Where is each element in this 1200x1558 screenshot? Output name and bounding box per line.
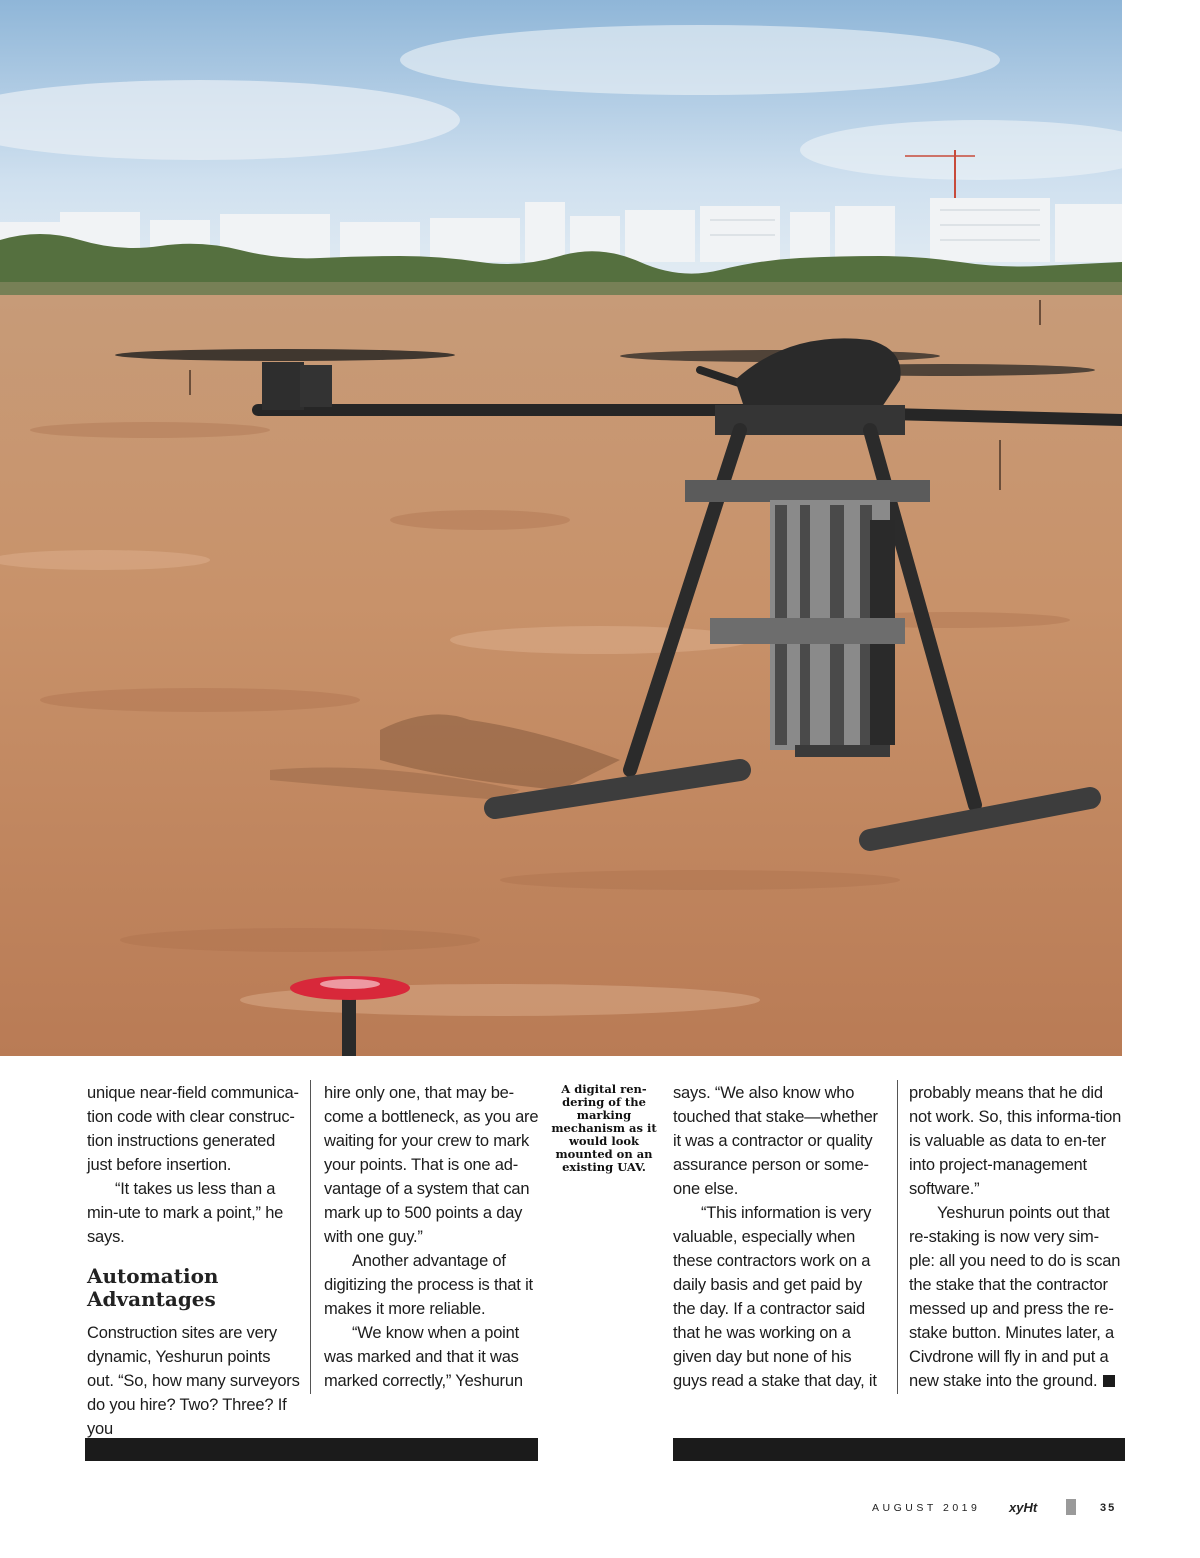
- footer-separator: [1066, 1499, 1076, 1515]
- decorative-bar: [673, 1438, 1125, 1461]
- paragraph: Another advantage of digitizing the process is that it makes it more reliable.: [324, 1252, 533, 1318]
- end-of-article-mark: [1103, 1375, 1115, 1387]
- section-heading: Automation Advantages: [87, 1264, 219, 1311]
- magazine-name: xyHt: [1009, 1500, 1038, 1515]
- paragraph: hire only one, that may be-come a bottleneck, as you are waiting for your crew to mark your points. That is one ad-vantage of a system that can mark up to 500 points a day with one guy.”: [324, 1084, 539, 1246]
- article-column-1: [87, 1081, 301, 1441]
- column-rule: [897, 1080, 898, 1394]
- paragraph: “We know when a point was marked and that it was marked correctly,” Yeshurun: [324, 1324, 523, 1390]
- photo-caption: A digital ren-dering of the marking mechanism as it would look mounted on an existing UAV.: [551, 1082, 657, 1174]
- page-number: 35: [1100, 1502, 1117, 1514]
- page-footer: [872, 1502, 1125, 1518]
- paragraph-text: Yeshurun points out that re-staking is now very sim-ple: all you need to do is scan the stake that the contractor messed up and press the re-stake button. Minutes later, a Civdrone will fly in and put a new stake into the ground.: [909, 1204, 1121, 1390]
- paragraph: “This information is very valuable, especially when these contractors work on a daily basis and get paid by the day. If a contractor said that he was working on a given day but none of his guys read a stake that day, it: [673, 1204, 877, 1390]
- column-rule: [310, 1080, 311, 1394]
- paragraph: says. “We also know who touched that stake—whether it was a contractor or quality assurance person or some-one else.: [673, 1084, 878, 1198]
- paragraph: “It takes us less than a min-ute to mark a point,” he says.: [87, 1180, 284, 1246]
- article-column-2: [324, 1081, 539, 1393]
- paragraph: unique near-field communica-tion code with clear construc-tion instructions generated just before insertion.: [87, 1084, 299, 1174]
- paragraph: Construction sites are very dynamic, Yeshurun points out. “So, how many surveyors do you hire? Two? Three? If you: [87, 1324, 300, 1438]
- issue-date: AUGUST 2019: [872, 1502, 981, 1514]
- paragraph: probably means that he did not work. So, this informa-tion is valuable as data to en-ter into project-management software.”: [909, 1084, 1122, 1198]
- article-column-4: [909, 1081, 1123, 1393]
- article-column-3: [673, 1081, 887, 1393]
- paragraph: [909, 1201, 1123, 1393]
- decorative-bar: [85, 1438, 538, 1461]
